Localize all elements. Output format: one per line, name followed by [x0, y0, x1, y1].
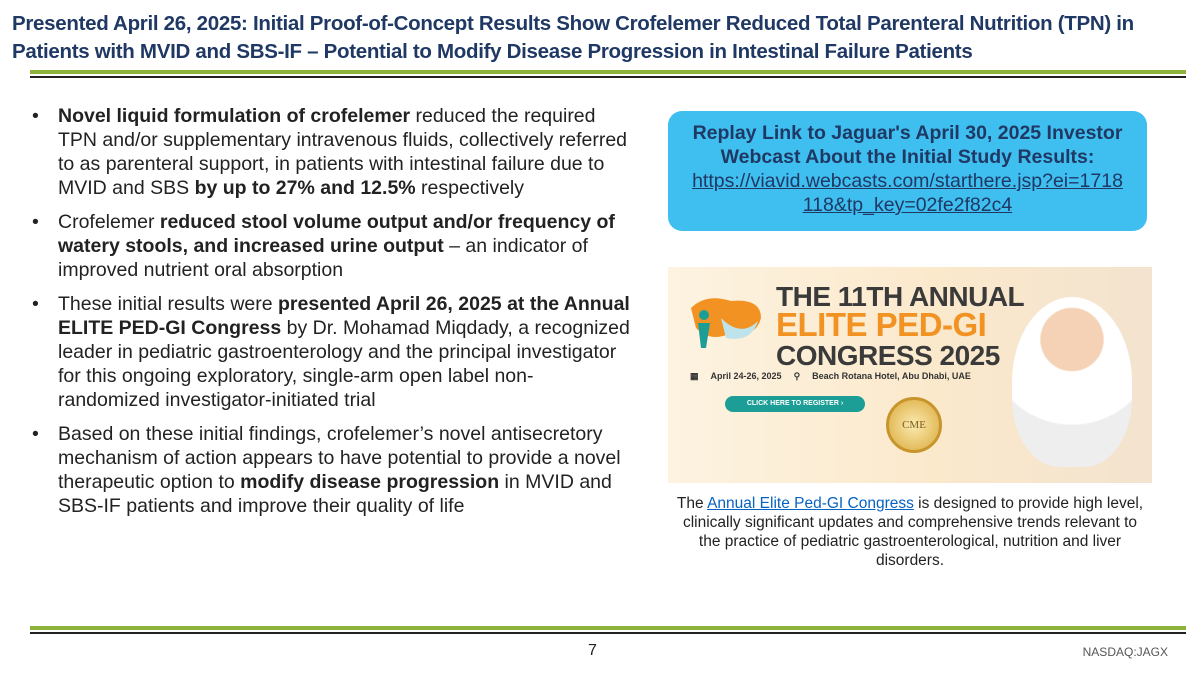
header-divider	[30, 70, 1186, 78]
text: in MVID and SBS-IF patients and improve their quality of life	[58, 471, 612, 517]
congress-banner-image[interactable]	[668, 267, 1152, 483]
bullet-item	[30, 210, 630, 282]
banner-line3: CONGRESS 2025	[776, 340, 1000, 371]
text: Crofelemer	[58, 211, 160, 233]
text: reduced the required TPN and/or supplementary intravenous fluids, collectively referred to as parenteral support, in patients with intestinal failure due to MVID and SBS	[58, 105, 628, 199]
bold-text: reduced stool volume output and/or frequency of watery stools, and increased urine output	[58, 211, 615, 257]
replay-callout	[668, 111, 1147, 231]
baby-photo	[1012, 297, 1132, 467]
banner-location: Beach Rotana Hotel, Abu Dhabi, UAE	[812, 371, 971, 381]
bold-text: modify disease progression	[240, 471, 500, 493]
congress-logo-icon	[686, 293, 766, 353]
stock-ticker: NASDAQ:JAGX	[1082, 645, 1168, 659]
footer-divider	[30, 626, 1186, 634]
bold-text: by up to 27% and 12.5%	[194, 177, 416, 199]
webcast-link[interactable]: https://viavid.webcasts.com/starthere.jsp?ei=1718118&tp_key=02fe2f82c4	[692, 170, 1123, 216]
bold-text: presented April 26, 2025 at the Annual ELITE PED-GI Congress	[58, 293, 630, 339]
text: – an indicator of improved nutrient oral absorption	[58, 235, 588, 281]
bullet-list	[30, 104, 630, 528]
bullet-item	[30, 292, 630, 412]
banner-line2: ELITE PED-GI	[776, 306, 987, 343]
text: by Dr. Mohamad Miqdady, a recognized leader in pediatric gastroenterology and the principal investigator for this ongoing exploratory, single-arm open label non-randomized investigator-initiated trial	[58, 317, 630, 411]
banner-date: April 24-26, 2025	[710, 371, 782, 381]
text: is designed to provide high level, clinically significant updates and comprehensive trends relevant to the practice of pediatric gastroenterological, nutrition and liver disorders.	[682, 495, 1144, 569]
text: respectively	[415, 177, 524, 199]
cme-medal-icon: CME	[886, 397, 942, 453]
bullet-item	[30, 422, 630, 518]
banner-line1: THE 11TH ANNUAL	[776, 281, 1025, 312]
location-pin-icon: ⚲	[793, 371, 801, 381]
bold-text: Novel liquid formulation of crofelemer	[58, 105, 411, 127]
calendar-icon: ▦	[690, 371, 699, 381]
congress-link[interactable]: Annual Elite Ped-GI Congress	[707, 495, 914, 512]
register-button[interactable]: CLICK HERE TO REGISTER ›	[725, 396, 865, 412]
replay-heading: Replay Link to Jaguar's April 30, 2025 Investor Webcast About the Initial Study Results:	[692, 122, 1123, 168]
page-title: Presented April 26, 2025: Initial Proof-of-Concept Results Show Crofelemer Reduced Total Parenteral Nutrition (TPN) in Patients with MVID and SBS-IF – Potential to Modify Disease Progression in Intestinal Failure Patients	[12, 12, 1134, 63]
text: These initial results were	[58, 293, 279, 315]
text: Based on these initial findings, crofelemer’s novel antisecretory mechanism of action appears to have potential to provide a novel therapeutic option to	[58, 423, 621, 493]
text: The	[676, 495, 708, 512]
banner-caption	[672, 494, 1148, 570]
page-number: 7	[588, 642, 597, 659]
bullet-item	[30, 104, 630, 200]
